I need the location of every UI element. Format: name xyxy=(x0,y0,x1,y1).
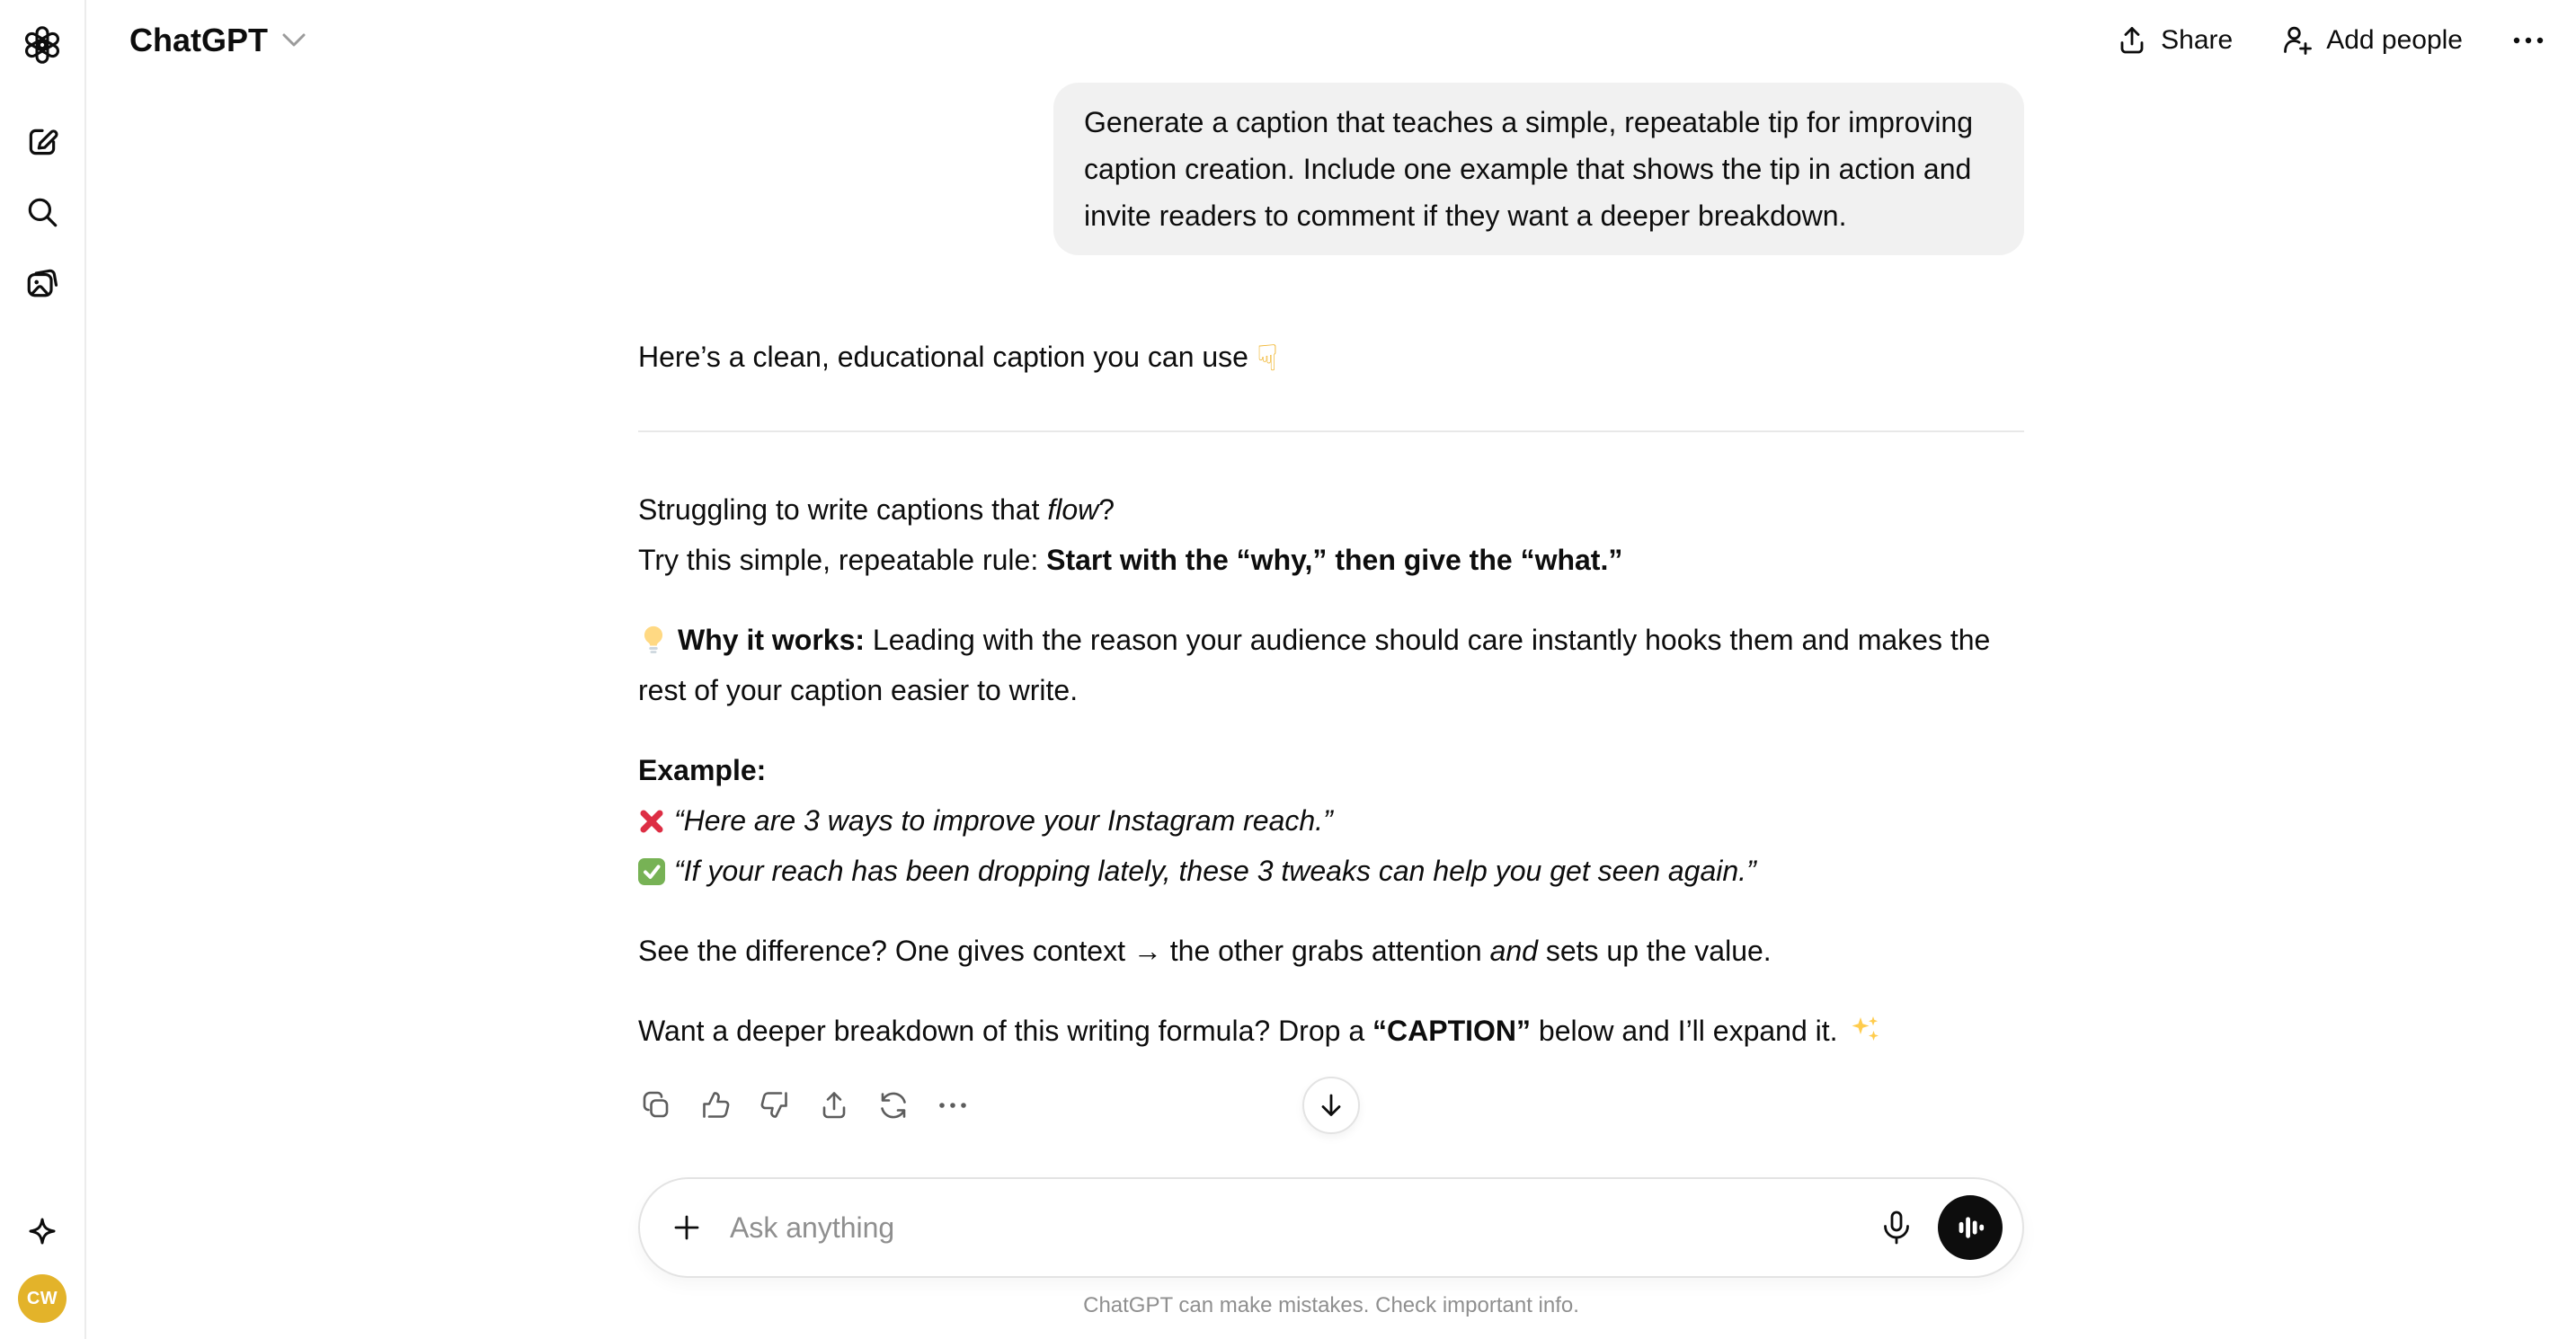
ellipsis-icon xyxy=(937,1101,968,1110)
avatar-initials: CW xyxy=(26,1288,58,1308)
pointing-down-emoji: ☟ xyxy=(1256,339,1279,378)
scroll-to-bottom-button[interactable] xyxy=(1302,1077,1360,1134)
difference-end: sets up the value. xyxy=(1537,935,1772,967)
cta-text: Want a deeper breakdown of this writing formula? Drop a xyxy=(638,1015,1372,1047)
user-message: Generate a caption that teaches a simple, repeatable tip for improving caption creation. Include one example that shows the tip in action and invite readers to comment if they want a deeper breakdown. xyxy=(1053,83,2024,255)
share-label: Share xyxy=(2161,25,2234,55)
check-mark-emoji xyxy=(638,858,665,885)
bad-response-button[interactable] xyxy=(757,1086,793,1125)
why-bold: Why it works: xyxy=(678,624,866,656)
divider xyxy=(638,430,2024,432)
rule-bold: Start with the “why,” then give the “what.” xyxy=(1046,544,1623,576)
model-switcher[interactable] xyxy=(120,14,315,67)
sidebar-bottom xyxy=(17,1208,67,1323)
plus-icon xyxy=(669,1210,705,1246)
dictate-button[interactable] xyxy=(1873,1204,1920,1251)
library-icon xyxy=(24,264,60,300)
conversation xyxy=(638,0,2024,1319)
search-icon xyxy=(24,194,60,230)
regenerate-button[interactable] xyxy=(875,1086,911,1125)
upgrade-button[interactable] xyxy=(17,1208,67,1258)
hook-text: Struggling to write captions that xyxy=(638,493,1048,526)
cta-end: below and I’ll expand it. xyxy=(1531,1015,1838,1047)
voice-mode-button[interactable] xyxy=(1938,1195,2003,1260)
assistant-message xyxy=(638,255,2024,1125)
chevron-down-icon xyxy=(282,33,306,48)
new-chat-button[interactable] xyxy=(17,117,67,167)
good-example: “If your reach has been dropping lately, these 3 tweaks can help you get seen again.” xyxy=(674,855,1756,887)
add-people-button[interactable] xyxy=(2281,24,2463,57)
caption-example xyxy=(638,745,2024,896)
good-response-button[interactable] xyxy=(697,1086,733,1125)
greeting-text: Here’s a clean, educational caption you can use xyxy=(638,341,1248,373)
cross-mark-emoji xyxy=(638,808,665,835)
library-button[interactable] xyxy=(17,257,67,307)
disclaimer: ChatGPT can make mistakes. Check important info. xyxy=(1083,1293,1579,1317)
copy-icon xyxy=(640,1089,672,1122)
microphone-icon xyxy=(1877,1208,1916,1247)
hook-italic: flow xyxy=(1047,493,1099,526)
sparkles-emoji xyxy=(1849,1013,1881,1045)
rule-text: Try this simple, repeatable rule: xyxy=(638,544,1047,576)
sparkle-icon xyxy=(25,1216,59,1250)
new-chat-icon xyxy=(24,124,60,160)
caption-hook xyxy=(638,484,2024,585)
upload-icon xyxy=(818,1089,850,1122)
bad-example: “Here are 3 ways to improve your Instagram reach.” xyxy=(674,804,1333,837)
sidebar-toggle-button[interactable] xyxy=(17,20,67,70)
account-avatar[interactable] xyxy=(18,1274,67,1323)
add-people-icon xyxy=(2281,24,2314,57)
user-message-row xyxy=(638,83,2024,255)
assistant-greeting xyxy=(638,332,2024,382)
caption-content xyxy=(638,484,2024,1056)
sidebar-top xyxy=(17,20,67,307)
refresh-icon xyxy=(877,1089,910,1122)
why-text: Leading with the reason your audience should care instantly hooks them and makes the rest of your caption easier to write. xyxy=(638,624,1991,706)
share-icon xyxy=(2116,24,2148,57)
share-button[interactable] xyxy=(2116,24,2233,57)
copy-button[interactable] xyxy=(638,1086,674,1125)
ellipsis-icon xyxy=(2511,35,2545,46)
conversation-options-button[interactable] xyxy=(2511,35,2545,46)
hook-end: ? xyxy=(1098,493,1115,526)
lightbulb-emoji xyxy=(638,624,669,654)
attach-button[interactable] xyxy=(663,1204,710,1251)
sidebar-nav xyxy=(17,117,67,307)
message-input[interactable] xyxy=(730,1211,1868,1245)
caption-why xyxy=(638,615,2024,715)
topbar xyxy=(86,0,2576,81)
arrow-down-icon xyxy=(1316,1090,1346,1121)
cta-bold: “CAPTION” xyxy=(1372,1015,1531,1047)
difference-text: See the difference? One gives context → the other grabs attention xyxy=(638,935,1490,967)
message-composer[interactable] xyxy=(638,1177,2024,1278)
more-actions-button[interactable] xyxy=(935,1086,971,1125)
difference-italic: and xyxy=(1489,935,1538,967)
response-action-bar xyxy=(638,1086,2024,1125)
thumbs-down-icon xyxy=(759,1089,791,1122)
sidebar xyxy=(0,0,86,1339)
thumbs-up-icon xyxy=(699,1089,732,1122)
caption-difference xyxy=(638,926,2024,976)
example-label: Example: xyxy=(638,754,767,786)
openai-logo xyxy=(22,25,62,65)
caption-cta xyxy=(638,1006,2024,1056)
search-chats-button[interactable] xyxy=(17,187,67,237)
page-title: ChatGPT xyxy=(129,22,269,58)
topbar-actions xyxy=(2116,24,2545,57)
share-response-button[interactable] xyxy=(816,1086,852,1125)
main-area xyxy=(86,0,2576,1339)
voice-waveform-icon xyxy=(1950,1208,1990,1247)
add-people-label: Add people xyxy=(2326,25,2463,55)
